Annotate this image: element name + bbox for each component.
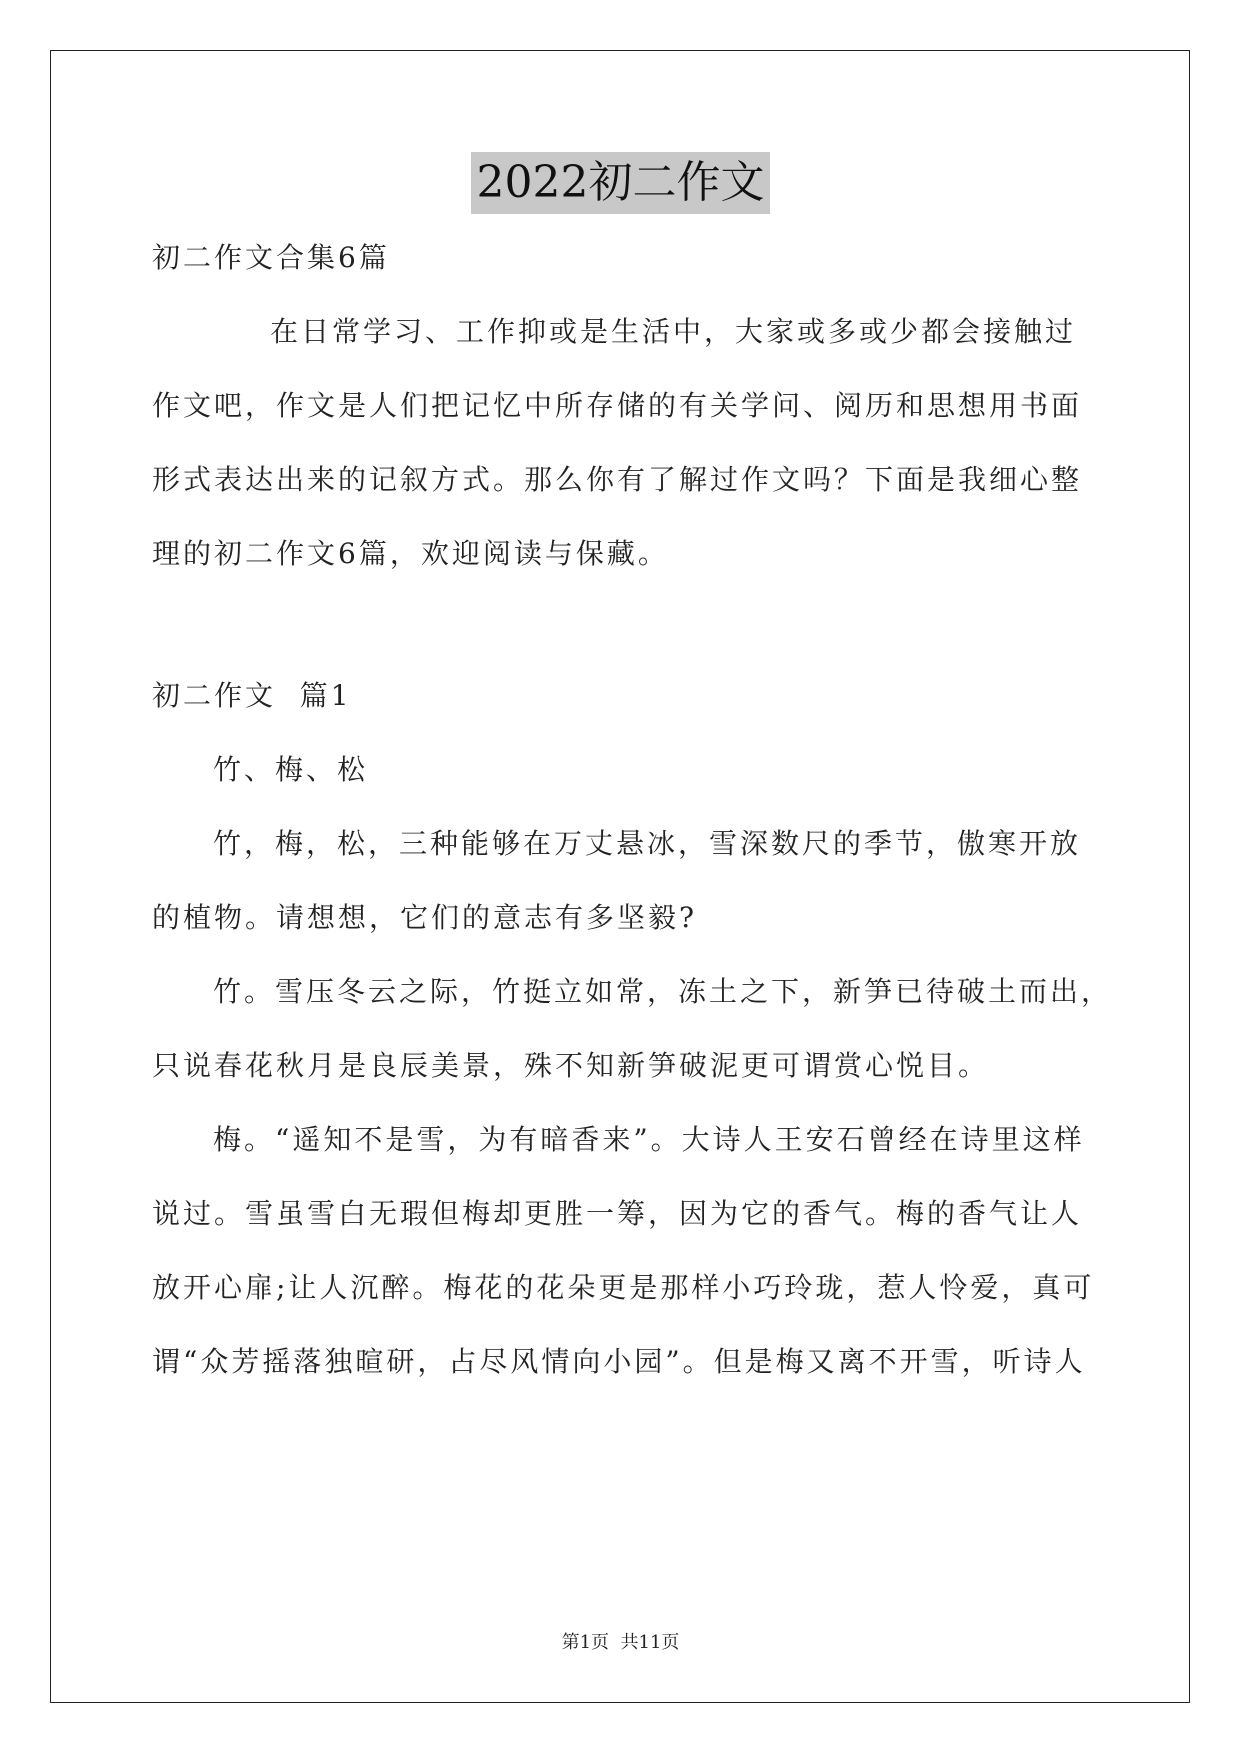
body-line-8: 谓“众芳摇落独暄研，占尽风情向小园”。但是梅又离不开雪，听诗人 [152,1345,1086,1378]
page-footer: 第1页 共11页 [561,1632,680,1653]
intro-line-2: 作文吧，作文是人们把记忆中所存储的有关学问、阅历和思想用书面 [152,389,1083,422]
intro-line-3: 形式表达出来的记叙方式。那么你有了解过作文吗？下面是我细心整 [152,463,1083,496]
body-line-7: 放开心扉;让人沉醉。梅花的花朵更是那样小巧玲珑，惹人怜爱，真可 [152,1271,1095,1304]
document-title: 2022初二作文 [471,152,771,214]
page-border [50,50,1190,1703]
body-line-4: 只说春花秋月是良辰美景，殊不知新笋破泥更可谓赏心悦目。 [152,1049,990,1082]
subtitle: 初二作文合集6篇 [152,241,390,274]
body-line-1: 竹，梅，松，三种能够在万丈悬冰，雪深数尺的季节，傲寒开放 [213,827,1082,860]
body-line-3: 竹。雪压冬云之际，竹挺立如常，冻土之下，新笋已待破土而出， [213,975,1113,1008]
body-line-5: 梅。“遥知不是雪，为有暗香来”。大诗人王安石曾经在诗里这样 [213,1123,1085,1156]
intro-line-4: 理的初二作文6篇，欢迎阅读与保藏。 [152,537,669,570]
poem-title: 竹、梅、松 [213,753,369,786]
section-heading: 初二作文 篇1 [152,679,352,712]
body-line-6: 说过。雪虽雪白无瑕但梅却更胜一筹，因为它的香气。梅的香气让人 [152,1197,1083,1230]
body-line-2: 的植物。请想想，它们的意志有多坚毅? [152,901,698,934]
intro-line-1: 在日常学习、工作抑或是生活中，大家或多或少都会接触过 [270,315,1077,348]
